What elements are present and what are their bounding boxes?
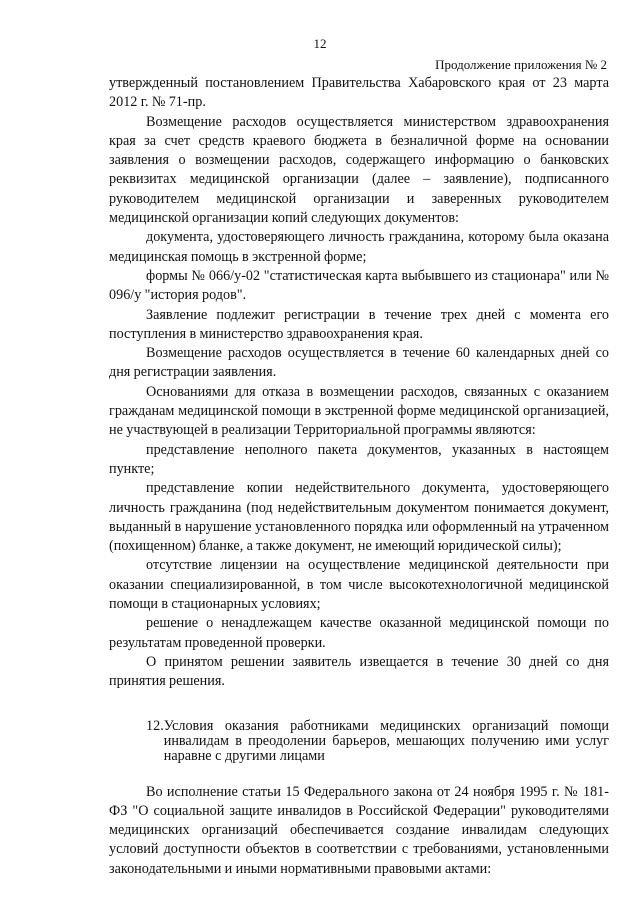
list-item-identity-document: документа, удостоверяющего личность гражданина, которому была оказана медицинская помощь в экстренной форме;: [109, 229, 609, 265]
paragraph-reimbursement-term: Возмещение расходов осуществляется в течение 60 календарных дней со дня регистрации заявления.: [109, 345, 609, 381]
document-body: [109, 74, 609, 879]
paragraph-refusal-grounds: Основаниями для отказа в возмещении расходов, связанных с оказанием гражданам медицинской помощи в экстренной форме медицинской организацией, не участвующей в реализации Территориальной программы являются:: [109, 383, 609, 439]
list-item-invalid-document: представление копии недействительного документа, удостоверяющего личность гражданина (под недействительным документом понимается документ, выданный в нарушение установленного порядка или оформленный на утраченном (похищенном) бланке, а также документ, не имеющий юридической силы);: [109, 480, 609, 555]
appendix-continuation-note: Продолжение приложения № 2: [435, 57, 607, 72]
paragraph-notification: О принятом решении заявитель извещается в течение 30 дней со дня принятия решения.: [109, 653, 609, 690]
section-number: 12.: [146, 717, 164, 734]
paragraph-reimbursement-procedure: Возмещение расходов осуществляется министерством здравоохранения края за счет средств краевого бюджета в безналичной форме на основании заявления о возмещении расходов, содержащего информацию о банковских реквизитах медицинской организации (далее – заявление), подписанного руководителем медицинской организации и заверенных руководителем медицинской организации копий следующих документов:: [109, 113, 609, 227]
list-item-forms: формы № 066/у-02 "статистическая карта выбывшего из стационара" или № 096/у "история родов".: [109, 267, 609, 304]
paragraph-disability-law: Во исполнение статьи 15 Федерального закона от 24 ноября 1995 г. № 181-ФЗ "О социальной защите инвалидов в Российской Федерации" руководителями медицинских организаций обеспечивается создание инвалидам следующих условий доступности объектов в соответствии с требованиями, установленными законодательными и иными нормативными правовыми актами:: [109, 783, 609, 877]
page-number: 12: [313, 36, 327, 51]
list-item-incomplete-package: представление неполного пакета документов, указанных в настоящем пункте;: [109, 441, 609, 477]
section-title: Условия оказания работниками медицинских организаций помощи инвалидам в преодолении барьеров, мешающих получению ими услуг наравне с другими лицами: [163, 717, 609, 764]
list-item-improper-quality: решение о ненадлежащем качестве оказанной медицинской помощи по результатам проведенной проверки.: [109, 615, 609, 651]
paragraph-decree-reference: утвержденный постановлением Правительства Хабаровского края от 23 марта 2012 г. № 71-пр.: [109, 75, 609, 111]
list-item-no-license: отсутствие лицензии на осуществление медицинской деятельности при оказании специализированной, в том числе высокотехнологичной медицинской помощи в стационарных условиях;: [109, 557, 609, 613]
paragraph-registration: Заявление подлежит регистрации в течение трех дней с момента его поступления в министерство здравоохранения края.: [109, 306, 609, 342]
section-heading: [109, 719, 609, 764]
